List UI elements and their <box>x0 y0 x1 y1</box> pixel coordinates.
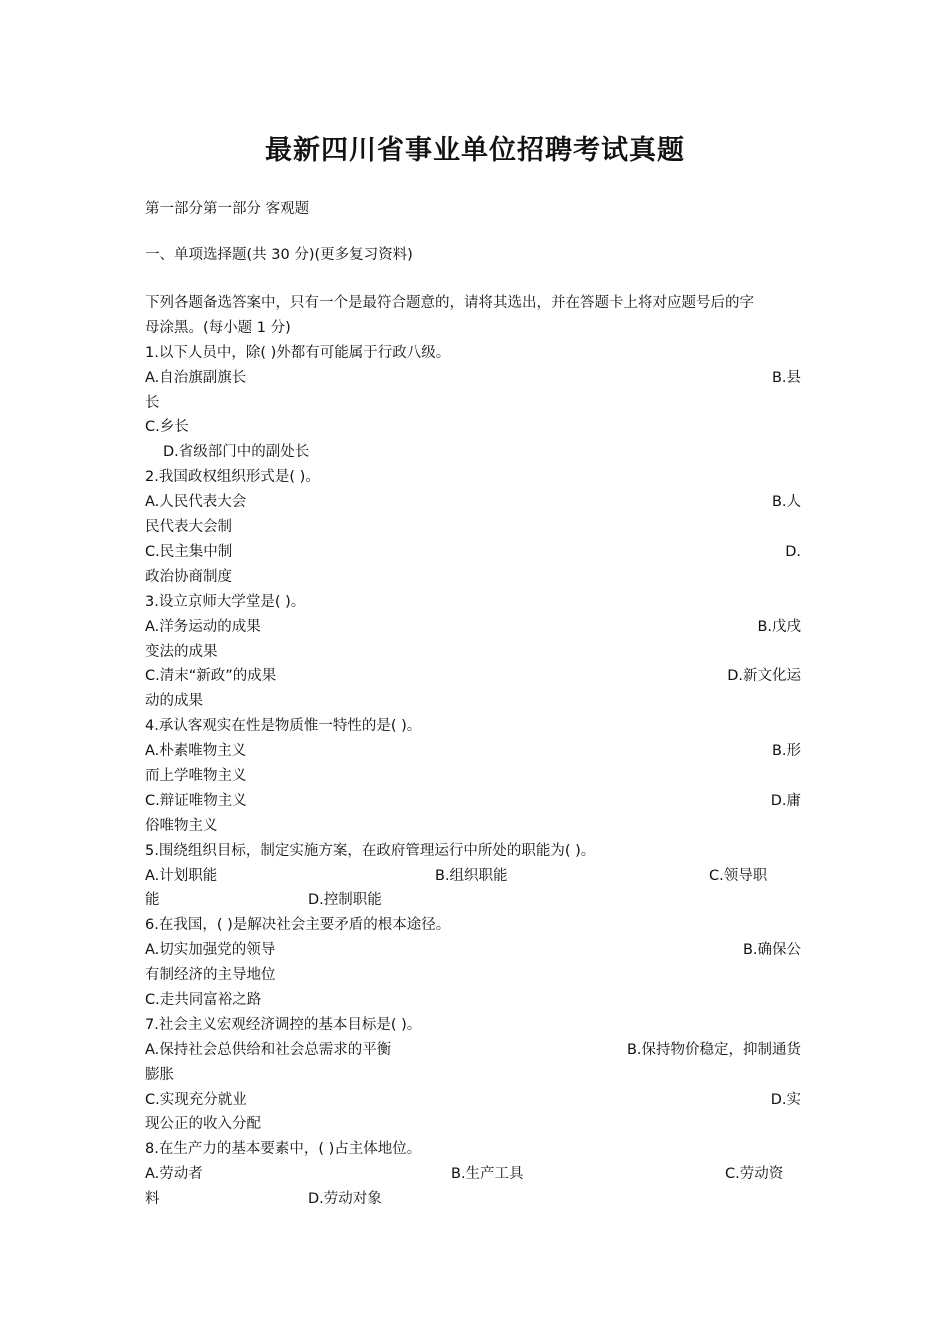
instructions-line-1: 下列各题备选答案中，只有一个是最符合题意的，请将其选出，并在答题卡上将对应题号后的字 <box>145 295 754 311</box>
question-2-option-b: B.人 <box>771 494 801 510</box>
part-heading: 第一部分第一部分 客观题 <box>145 201 310 217</box>
question-5-option-a: A.计划职能 <box>145 868 218 884</box>
question-1-option-b-cont: 长 <box>145 395 160 411</box>
question-4-option-b: B.形 <box>771 743 801 759</box>
question-5-option-b: B.组织职能 <box>435 868 508 884</box>
question-6-option-a: A.切实加强党的领导 <box>145 942 276 958</box>
question-4-option-d: D.庸 <box>770 793 801 809</box>
question-7-option-b-cont: 膨胀 <box>145 1067 174 1083</box>
question-1-option-a: A.自治旗副旗长 <box>145 370 247 386</box>
question-5-option-c-cont: 能 <box>145 892 160 908</box>
question-8-option-c: C.劳动资 <box>725 1166 784 1182</box>
question-8-option-c-cont: 料 <box>145 1191 160 1207</box>
question-4-option-a: A.朴素唯物主义 <box>145 743 247 759</box>
instructions-line-2: 母涂黑。(每小题 1 分) <box>145 320 291 336</box>
question-1-stem: 1.以下人员中，除( )外都有可能属于行政八级。 <box>145 345 451 361</box>
question-4-stem: 4.承认客观实在性是物质惟一特性的是( )。 <box>145 718 422 734</box>
question-2-option-a: A.人民代表大会 <box>145 494 247 510</box>
question-5-option-d: D.控制职能 <box>308 892 382 908</box>
question-8-option-a: A.劳动者 <box>145 1166 203 1182</box>
question-6-stem: 6.在我国，( )是解决社会主要矛盾的根本途径。 <box>145 917 451 933</box>
question-7-option-a: A.保持社会总供给和社会总需求的平衡 <box>145 1042 392 1058</box>
question-6-option-c: C.走共同富裕之路 <box>145 992 262 1008</box>
question-7-option-d-cont: 现公正的收入分配 <box>145 1116 261 1132</box>
question-3-option-d: D.新文化运 <box>727 668 801 684</box>
question-3-option-d-cont: 动的成果 <box>145 693 203 709</box>
question-4-option-b-cont: 而上学唯物主义 <box>145 768 247 784</box>
question-2-option-d: D. <box>785 544 801 560</box>
question-8-option-d: D.劳动对象 <box>308 1191 382 1207</box>
question-7-option-b: B.保持物价稳定，抑制通货 <box>626 1042 801 1058</box>
question-6-option-b: B.确保公 <box>742 942 801 958</box>
page-title: 最新四川省事业单位招聘考试真题 <box>265 135 685 166</box>
question-1-option-c: C.乡长 <box>145 419 189 435</box>
question-5-option-c: C.领导职 <box>709 868 768 884</box>
question-4-option-c: C.辩证唯物主义 <box>145 793 247 809</box>
question-5-stem: 5.围绕组织目标，制定实施方案，在政府管理运行中所处的职能为( )。 <box>145 843 596 859</box>
question-8-stem: 8.在生产力的基本要素中，( )占主体地位。 <box>145 1141 422 1157</box>
question-3-option-b-cont: 变法的成果 <box>145 644 218 660</box>
question-2-stem: 2.我国政权组织形式是( )。 <box>145 469 320 485</box>
question-3-option-b: B.戊戌 <box>757 619 801 635</box>
question-7-stem: 7.社会主义宏观经济调控的基本目标是( )。 <box>145 1017 422 1033</box>
question-2-option-c: C.民主集中制 <box>145 544 233 560</box>
question-2-option-d-cont: 政治协商制度 <box>145 569 232 585</box>
question-3-stem: 3.设立京师大学堂是( )。 <box>145 594 306 610</box>
question-3-option-c: C.清末“新政”的成果 <box>145 668 277 684</box>
question-8-option-b: B.生产工具 <box>451 1166 524 1182</box>
question-6-option-b-cont: 有制经济的主导地位 <box>145 967 276 983</box>
section-heading: 一、单项选择题(共 30 分)(更多复习资料) <box>145 247 413 263</box>
question-1-option-d: D.省级部门中的副处长 <box>163 444 310 460</box>
question-2-option-b-cont: 民代表大会制 <box>145 519 232 535</box>
question-1-option-b: B.县 <box>771 370 801 386</box>
question-3-option-a: A.洋务运动的成果 <box>145 619 261 635</box>
question-7-option-d: D.实 <box>770 1092 801 1108</box>
question-4-option-d-cont: 俗唯物主义 <box>145 818 218 834</box>
question-7-option-c: C.实现充分就业 <box>145 1092 247 1108</box>
